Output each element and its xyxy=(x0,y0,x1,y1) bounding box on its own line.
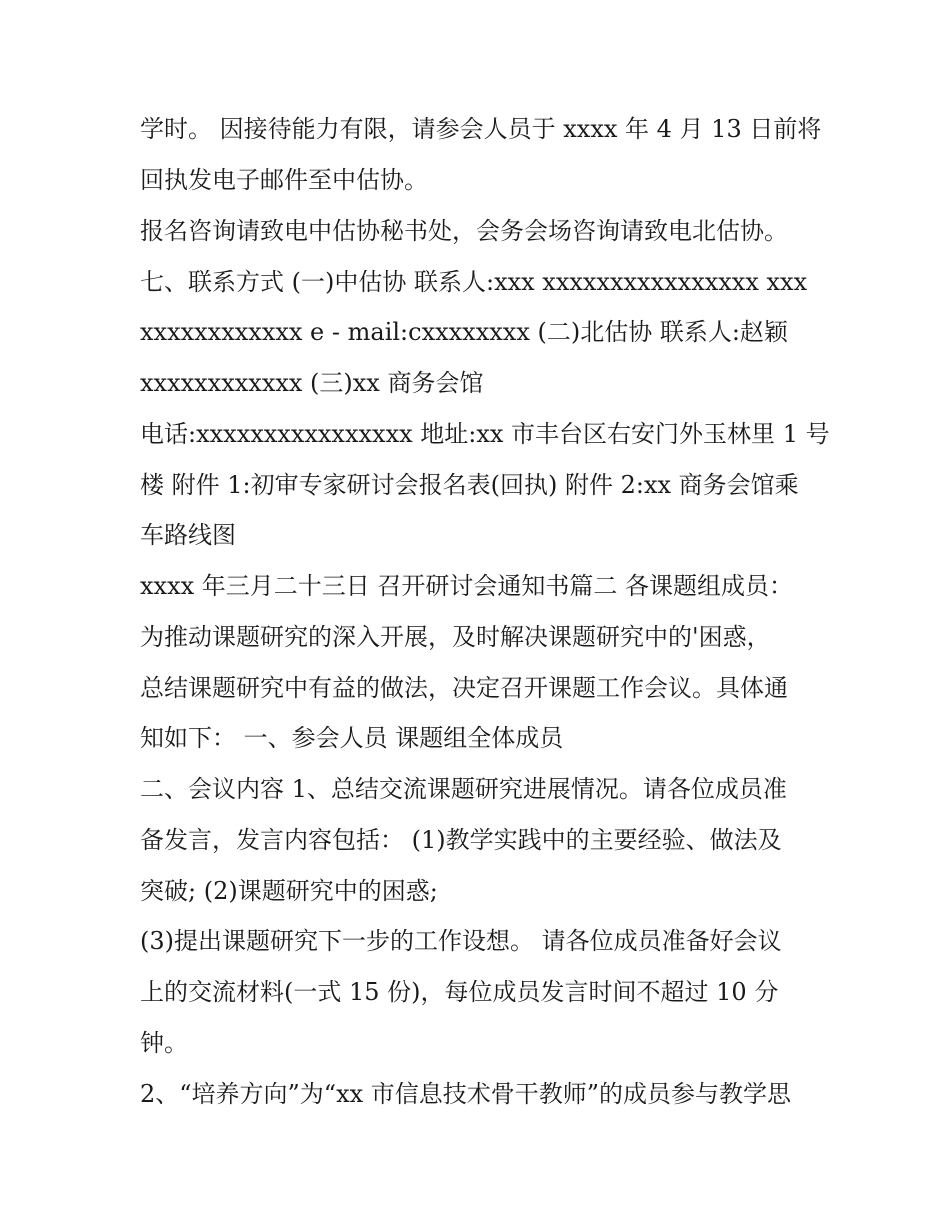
text-line: 学时。 因接待能力有限，请参会人员于 xxxx 年 4 月 13 日前将 xyxy=(140,115,822,143)
text-line: xxxx 年三月二十三日 召开研讨会通知书篇二 各课题组成员： xyxy=(140,572,794,600)
text-line: 上的交流材料(一式 15 份)，每位成员发言时间不超过 10 分 xyxy=(140,978,779,1006)
text-line: 二、会议内容 1、总结交流课题研究进展情况。请各位成员准 xyxy=(140,775,787,803)
text-line: 回执发电子邮件至中估协。 xyxy=(140,166,428,194)
text-line: 为推动课题研究的深入开展，及时解决课题研究中的'困惑， xyxy=(140,623,771,651)
text-line: 七、联系方式 (一)中估协 联系人:xxx xxxxxxxxxxxxxxxx xxx xyxy=(140,268,808,296)
text-line: xxxxxxxxxxxx (三)xx 商务会馆 xyxy=(140,369,484,397)
text-line: 备发言，发言内容包括： (1)教学实践中的主要经验、做法及 xyxy=(140,826,782,854)
text-line: 2、“培养方向”为“xx 市信息技术骨干教师”的成员参与教学思 xyxy=(140,1080,792,1108)
text-line: 总结课题研究中有益的做法，决定召开课题工作会议。具体通 xyxy=(140,674,788,702)
text-line: (3)提出课题研究下一步的工作设想。 请各位成员准备好会议 xyxy=(140,927,782,955)
text-line: xxxxxxxxxxxx e - mail:cxxxxxxxx (二)北估协 联系人:赵颖 xyxy=(140,318,788,346)
text-line: 知如下： 一、参会人员 课题组全体成员 xyxy=(140,724,564,752)
text-line: 电话:xxxxxxxxxxxxxxxx 地址:xx 市丰台区右安门外玉林里 1 号 xyxy=(140,420,830,448)
text-line: 楼 附件 1:初审专家研讨会报名表(回执) 附件 2:xx 商务会馆乘 xyxy=(140,471,799,499)
text-line: 钟。 xyxy=(140,1029,188,1057)
text-line: 报名咨询请致电中估协秘书处，会务会场咨询请致电北估协。 xyxy=(140,217,788,245)
text-line: 突破; (2)课题研究中的困惑; xyxy=(140,877,438,905)
text-line: 车路线图 xyxy=(140,521,236,549)
